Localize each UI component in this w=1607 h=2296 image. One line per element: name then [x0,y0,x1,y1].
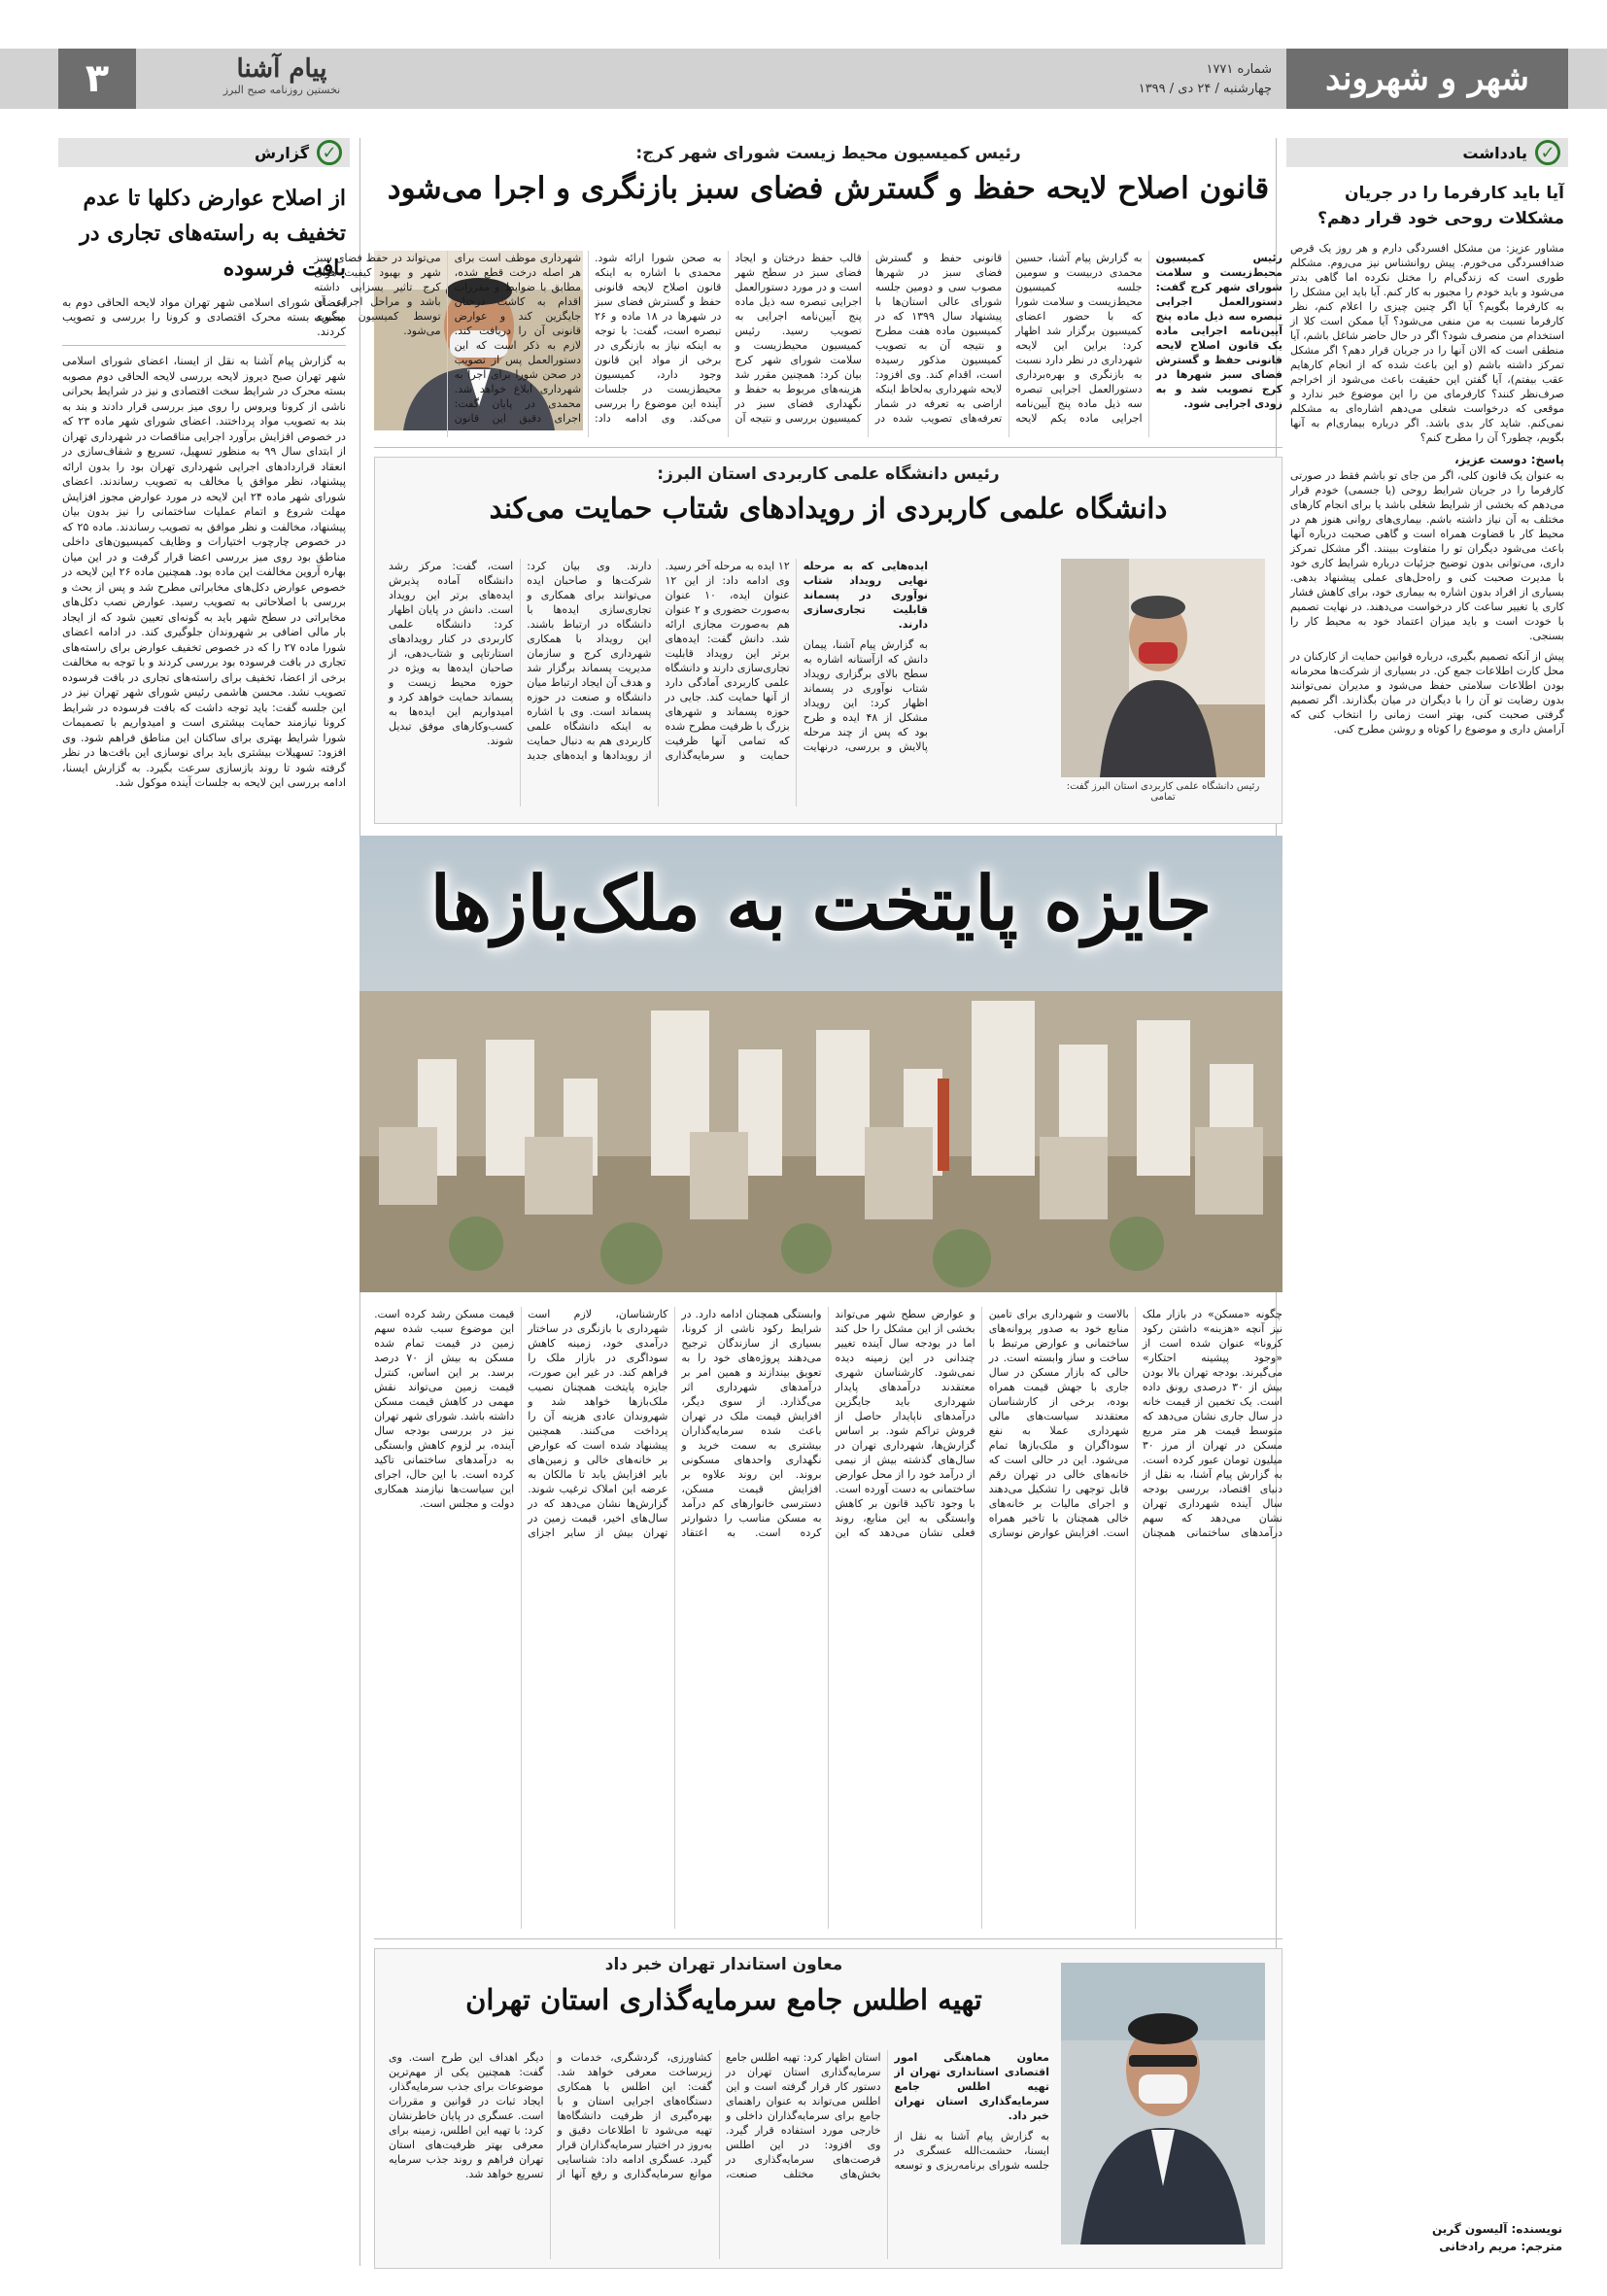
portrait-official-mask-icon [1061,1963,1265,2245]
feature-headline: جایزه پایتخت به ملک‌بازها [429,860,1213,946]
article1-title: قانون اصلاح لایحه حفظ و گسترش فضای سبز بازنگری و اجرا می‌شود [387,171,1270,206]
feature-columns [374,1307,1282,1929]
note-tag-label: یادداشت [1462,143,1527,162]
section-box [1286,49,1568,109]
check-icon: ✓ [1535,140,1560,165]
feature-text [374,1307,1282,1929]
note-body-1: مشاور عزیز: من مشکل افسردگی دارم و هر روز یک قرص ضدافسردگی می‌خورم. پیش روانشناس نیز می‌روم. مشکلم طوری است که زندگی‌ام را مختل نکرده اما گاهی بدتر می‌شود و باید خودم را مجبور به کار کنم. آیا باید این مشکل را به کارفرما بگویم؟ آیا اگر چنین چیزی را اعلام کنم، نظر کارفرما نسبت به من منفی می‌شود؟ آیا ممکن است کلا از استخدام من منصرف شود؟ اگر در حال حاضر شاغل باشم، آیا منطقی است که الان آنها را در جریان قرار دهم؟ اگر مشکل تمرکز داشته باشم (و این باعث شده که از انجام کارهایم عقب بیفتم)، آیا گفتن این حقیقت باعث می‌شود از اخراجم صرف‌نظر کنند؟ کارفرمای من را این موضوع خبر ندارد و موقعی که درخواست شغلی می‌دهم اشاره‌ای به مشکلم نمی‌کنم. شاید کار بدی باشد. اگر درباره بیماری‌ام به آنها بگویم، چطور؟ آن را مطرح کنم؟ [1290,242,1564,444]
portrait-man-mask-icon [1061,559,1265,777]
note-body-2: به عنوان یک قانون کلی، اگر من جای تو باشم فقط در صورتی کارفرما را در جریان شرایط روحی (یا جسمی) خودم قرار می‌دهم که بخشی از شرایط شغلی باشد یا برای انجام کارهای مختلف به آن نیاز داشته باشم. بیماری‌های روانی هنوز هم در محیط کار با قضاوت همراه است و گاهی صحبت درباره آنها باعث می‌شود دیگران تو را متفاوت ببینند. اگر مشکل تمرکز داری، می‌توانی بدون توضیح جزئیات درباره شرایط کاری خود با مدیرت صحبت کنی و راه‌حل‌های عملی پیشنهاد بدهی. بسیاری از افراد بدون اشاره به بیماری خود، برای کاهش فشار کاری یا تغییر ساعت کار درخواست می‌دهند. در نهایت تصمیم با خودت است و باید میزان اعتماد خود به محیط کار را بسنجی. [1290,469,1564,642]
divider-feature [374,1938,1282,1939]
note-author: نویسنده: آلیسون گرین [1431,2222,1562,2236]
article2-title: دانشگاه علمی کاربردی از رویدادهای شتاب حمایت می‌کند [489,492,1168,525]
article1-columns [314,251,1282,437]
article1-body: به گزارش پیام آشنا، حسین محمدی دربیست و سومین جلسه کمیسیون محیط‌زیست و سلامت شورا که با حضور اعضای کمیسیون برگزار شد اظهار کرد: براین این لایحه شهرداری در نظر دارد نسبت به بازنگری و بهره‌برداری دستورالعمل اجرایی تبصره سه ذیل ماده پنج آیین‌نامه اجرایی ماده یکم لایحه قانونی حفظ و گسترش فضای سبز در شهرها مصوب سی و دومین جلسه شورای عالی استان‌ها با پیشنهاد سال ۱۳۹۹ که در کمیسیون ماده هفت مطرح و نتیجه آن به تصویب کمیسیون مذکور رسیده است، اقدام کند. وی افزود: لایحه شهرداری به‌لحاظ اینکه اراضی به تعرفه در شمار تعرفه‌های تصویب شده در قالب حفظ درختان و ایجاد فضای سبز در سطح شهر است و در مورد دستورالعمل اجرایی تبصره سه ذیل ماده پنج آیین‌نامه اجرایی به تصویب رسید. رئیس کمیسیون محیط‌زیست و سلامت شورای شهر کرج بیان کرد: همچنین مقرر شد هزینه‌های مربوط به حفظ و نگهداری فضای سبز در کمیسیون بررسی و نتیجه آن به صحن شورا ارائه شود. محمدی با اشاره به اینکه قانون اصلاح لایحه قانونی حفظ و گسترش فضای سبز در شهرها در ۱۸ ماده و ۲۶ تبصره است، گفت: با توجه به اینکه نیاز به بازنگری در برخی از مواد این قانون وجود دارد، کمیسیون محیط‌زیست در جلسات آینده این موضوع را بررسی می‌کند. وی ادامه داد: شهرداری موظف است برای هر اصله درخت قطع شده، مطابق با ضوابط و مقررات اقدام به کاشت درختان جایگزین کند و عوارض قانونی آن را دریافت کند. لازم به ذکر است که این دستورالعمل پس از تصویب در صحن شورا برای اجرا به شهرداری ابلاغ خواهد شد. محمدی در پایان گفت: اجرای دقیق این قانون می‌تواند در حفظ فضای سبز شهر و بهبود کیفیت هوای کرج تاثیر بسزایی داشته باشد و مراحل اجرایی آن توسط کمیسیون پیگیری می‌شود. [314,252,1143,425]
note-title: آیا باید کارفرما را در جریان مشکلات روحی خود قرار دهم؟ [1317,184,1564,228]
page-number: ۳ [58,49,136,109]
report-column [58,138,350,791]
article1-text [314,251,1282,437]
article2-photo-caption: رئیس دانشگاه علمی کاربردی استان البرز گفت: تمامی [1066,781,1260,803]
article2-lead: ایده‌هایی که به مرحله نهایی رویداد شتاب نوآوری در پسماند قابلیت تجاری‌سازی دارند. [803,560,928,631]
feature-headline-wrap [359,855,1282,952]
note-body-3: پیش از آنکه تصمیم بگیری، درباره قوانین حمایت از کارکنان در محل کارت اطلاعات جمع کن. در بسیاری از شرکت‌ها محرمانه بودن اطلاعات سلامتی حفظ می‌شود و مدیران نمی‌توانند بدون رضایت تو آن را با دیگران در میان بگذارند. اگر تصمیم گرفتی صحبت کنی، بهتر است زمانی را انتخاب کنی که آرامش داری و موضوع را کوتاه و روشن مطرح کنی. [1290,650,1564,736]
article3-kicker: معاون استاندار تهران خبر داد [604,1955,843,1974]
note-translator: مترجم: مریم رادخانی [1439,2240,1562,2253]
article1-lead: رئیس کمیسیون محیط‌زیست و سلامت شورای شهر کرج گفت: دستورالعمل اجرایی تبصره سه ذیل ماده پنج آیین‌نامه اجرایی ماده یک قانون اصلاح لایحه قانونی حفظ و گسترش فضای سبز شهرها در کرج تصویب شد و به زودی اجرایی شود. [1155,252,1282,410]
header-bar [0,49,1607,109]
section-title: شهر و شهروند [1325,59,1529,98]
report-title: از اصلاح عوارض دکلها تا عدم تخفیف به راسته‌های تجاری در بافت فرسوده [80,186,346,281]
feature-body: چگونه «مسکن» در بازار ملک نیز آنچه «هزینه» داشتن رکود کرونا» عنوان شده است از «وجود پیشینه احتکار» می‌گیرند. بودجه تهران بالا بودن بیش از ۳۰ درصدی رونق داده است. یک تخمین از قیمت خانه در سال جاری نشان می‌دهد که متوسط قیمت هر متر مربع مسکن در تهران از مرز ۳۰ میلیون تومان عبور کرده است. به گزارش پیام آشنا، به نقل از دنیای اقتصاد، بررسی بودجه سال آینده شهرداری تهران نشان می‌دهد که سهم درآمدهای ساختمانی همچنان بالاست و شهرداری برای تامین منابع خود به صدور پروانه‌های ساختمانی و عوارض مرتبط با ساخت و ساز وابسته است. در حالی که بازار مسکن در سال جاری با جهش قیمت همراه بوده، برخی از کارشناسان معتقدند سیاست‌های مالی شهرداری عملا به نفع سوداگران و ملک‌بازها تمام می‌شود. این در حالی است که خانه‌های خالی در تهران رقم قابل توجهی را تشکیل می‌دهند و اجرای مالیات بر خانه‌های خالی همچنان با تاخیر همراه است. افزایش عوارض نوسازی و عوارض سطح شهر می‌تواند بخشی از این مشکل را حل کند اما در بودجه سال آینده تغییر چندانی در این زمینه دیده نمی‌شود. کارشناسان شهری معتقدند درآمدهای پایدار شهرداری باید جایگزین درآمدهای ناپایدار حاصل از فروش تراکم شود. بر اساس گزارش‌ها، شهرداری تهران در سال‌های گذشته بیش از نیمی از درآمد خود را از محل عوارض ساختمانی به دست آورده است. با وجود تاکید قانون بر کاهش وابستگی به این منابع، روند فعلی نشان می‌دهد که این وابستگی همچنان ادامه دارد. در شرایط رکود ناشی از کرونا، بسیاری از سازندگان ترجیح می‌دهند پروژه‌های خود را به تعویق بیندازند و همین امر بر درآمدهای شهرداری اثر می‌گذارد. از سوی دیگر، افزایش قیمت ملک در تهران باعث شده سرمایه‌گذاران بیشتری به سمت خرید و نگهداری واحدهای مسکونی بروند. این روند علاوه بر افزایش قیمت مسکن، دسترسی خانوارهای کم درآمد به مسکن مناسب را دشوارتر کرده است. به اعتقاد کارشناسان، لازم است شهرداری با بازنگری در ساختار درآمدی خود، زمینه کاهش سوداگری در بازار ملک را فراهم کند. در غیر این صورت، جایزه پایتخت همچنان نصیب ملک‌بازها خواهد شد و شهروندان عادی هزینه آن را پرداخت می‌کنند. همچنین پیشنهاد شده است که عوارض بر خانه‌های خالی و زمین‌های بایر افزایش یابد تا مالکان به عرضه این املاک ترغیب شوند. گزارش‌ها نشان می‌دهد که در سال‌های اخیر، قیمت زمین در تهران بیش از سایر اجزای قیمت مسکن رشد کرده است. این موضوع سبب شده سهم زمین در قیمت تمام شده مسکن به بیش از ۷۰ درصد برسد. بر این اساس، کنترل قیمت زمین می‌تواند نقش مهمی در کاهش قیمت مسکن داشته باشد. شورای شهر تهران نیز در بررسی بودجه سال آینده، بر لزوم کاهش وابستگی به درآمدهای ساختمانی تاکید کرده است. با این حال، اجرای این سیاست‌ها نیازمند همکاری دولت و مجلس است. [374,1308,1282,1539]
note-column [1286,138,1568,737]
divider-a1 [374,447,1282,448]
article2-kicker: رئیس دانشگاه علمی کاربردی استان البرز: [657,464,1000,484]
report-tag-label: گزارش [254,143,309,162]
check-icon: ✓ [317,140,342,165]
issue-date: چهارشنبه / ۲۴ دی / ۱۳۹۹ [1138,82,1272,96]
note-tag [1286,138,1568,167]
report-lead: اعضای شورای اسلامی شهر تهران مواد لایحه الحاقی دوم به مصوبه بسته محرک اقتصادی و کرونا را بررسی و تصویب کردند. [62,295,346,346]
logo-subtitle: نخستین روزنامه صبح البرز [222,84,341,96]
article3-lead: معاون هماهنگی امور اقتصادی استانداری تهران از تهیه اطلس جامع سرمایه‌گذاری استان تهران خبر داد. [894,2051,1049,2122]
article-karaj-greenspace [374,144,1282,210]
article1-kicker: رئیس کمیسیون محیط زیست شورای شهر کرج: [635,144,1021,163]
report-tag [58,138,350,167]
article3-title: تهیه اطلس جامع سرمایه‌گذاری استان تهران [465,1983,982,2016]
article2-text [389,559,928,806]
article2-columns [389,559,928,806]
article3-photo [1061,1963,1265,2245]
article2-heading [384,464,1273,529]
report-body: به گزارش پیام آشنا به نقل از ایسنا، اعضای شورای اسلامی شهر تهران صبح دیروز لایحه بررسی لایحه الحاقی دوم مصوبه بسته محرک در شرایط سخت اقتصادی و نیز در شرایط بحرانی ناشی از کرونا ویروس را روی میز بررسی قرار دادند و بند به بند به تصویب مواد پرداختند. اعضای شورای شهر ماده ۲۳ که در خصوص افزایش برآورد اجرایی مناقصات در شهرداری تهران از ابتدای سال ۹۹ به منظور تسهیل، تسریع و شفاف‌سازی در انعقاد قراردادهای اجرایی شهرداری تهران بود را بدون ارائه پیشنهاد، نظر موافق یا مخالف به تصویب رساندند. اعضای شورای شهر ماده ۲۴ این لایحه در مورد عوارض مجوز افزایش مهلت شروع و اتمام عملیات ساختمانی را نیز بدون بیان پیشنهاد، مخالفت و نظر موافق به تصویب رساندند. ماده ۲۵ که در خصوص چارچوب اختیارات و وظایف کمیسیون‌های داخلی مناطق بود روی میز بررسی اعضا قرار گرفت و در این میان بهاره آروین مخالفت این ماده بود. همچنین ماده ۲۶ این لایحه در خصوص عوارض دکل‌های مخابراتی مطرح شد و پس از بحث و بررسی با اصلاحاتی به تصویب رسید. عوارض نصب دکل‌های مخابراتی در سطح شهر باید به گونه‌ای تعیین شود که از ایجاد بار مالی اضافی بر شهروندان جلوگیری کند. در ادامه اعضای شورا ماده ۲۷ را که در خصوص تخفیف عوارض برای راسته‌های تجاری در بافت فرسوده بود بررسی کردند و با توجه به مخالفت برخی از اعضا، تخفیف برای راسته‌های تجاری در بافت فرسوده تصویب نشد. محسن هاشمی رئیس شورای شهر تهران نیز در این جلسه گفت: باید توجه داشت که بافت فرسوده در شرایط کرونا نیازمند حمایت بیشتری است و امیدواریم با تصمیمات شورا شرایط بهتری برای ساکنان این مناطق فراهم شود. وی افزود: تسهیلات بیشتری باید برای نوسازی این بافت‌ها در نظر گرفته شود تا روند بازسازی سرعت بگیرد. به گزارش ایسنا، ادامه بررسی این لایحه به جلسات آینده موکول شد. [62,355,347,789]
logo [155,54,408,105]
logo-text: پیام آشنا [236,54,327,84]
article2-photo [1061,559,1265,777]
note-answer-heading: پاسخ: دوست عزیز، [1454,453,1564,466]
article3-body: به گزارش پیام آشنا به نقل از ایسنا، حشمت‌الله عسگری در جلسه شورای برنامه‌ریزی و توسعه استان اظهار کرد: تهیه اطلس جامع سرمایه‌گذاری استان تهران در دستور کار قرار گرفته است و این اطلس می‌تواند به عنوان راهنمای جامع برای سرمایه‌گذاران داخلی و خارجی مورد استفاده قرار گیرد. وی افزود: در این اطلس فرصت‌های سرمایه‌گذاری در بخش‌های مختلف صنعت، کشاورزی، گردشگری، خدمات و زیرساخت معرفی خواهد شد. گفت: این اطلس با همکاری دستگاه‌های اجرایی استان و با بهره‌گیری از ظرفیت دانشگاه‌ها تهیه می‌شود تا اطلاعات دقیق و به‌روز در اختیار سرمایه‌گذاران قرار گیرد. عسگری ادامه داد: شناسایی موانع سرمایه‌گذاری و رفع آنها از دیگر اهداف این طرح است. وی گفت: همچنین یکی از مهم‌ترین موضوعات برای جذب سرمایه‌گذار، ایجاد ثبات در قوانین و مقررات است. عسگری در پایان خاطرنشان کرد: با تهیه این اطلس، زمینه برای معرفی بهتر ظرفیت‌های استان تهران فراهم و روند جذب سرمایه تسریع خواهد شد. [389,2051,1049,2180]
article3-columns [389,2050,1049,2259]
issue-info [1139,60,1272,99]
issue-number: شماره ۱۷۷۱ [1206,62,1272,77]
article2-body: به گزارش پیام آشنا، پیمان دانش که ازآستانه اشاره به سطح بالای برگزاری رویداد شتاب نوآوری در پسماند اظهار کرد: این رویداد مشکل از ۴۸ ایده و طرح بود که پس از چند مرحله پالایش و بررسی، درنهایت ۱۲ ایده به مرحله آخر رسید. وی ادامه داد: از این ۱۲ عنوان ایده، ۱۰ عنوان به‌صورت حضوری و ۲ عنوان هم به‌صورت مجازی ارائه شد. دانش گفت: ایده‌های برتر این رویداد قابلیت تجاری‌سازی دارند و دانشگاه علمی کاربردی آمادگی دارد از آنها حمایت کند. جایی در حوزه پسماند و شهرهای بزرگ با ظرفیت مطرح شده که تمامی آنها ظرفیت حمایت و سرمایه‌گذاری دارند. وی بیان کرد: شرکت‌ها و صاحبان ایده می‌توانند برای همکاری و تجاری‌سازی ایده‌ها با دانشگاه در ارتباط باشند. این رویداد با همکاری شهرداری کرج و سازمان مدیریت پسماند برگزار شد و هدف آن ایجاد ارتباط میان دانشگاه و صنعت در حوزه پسماند است. وی با اشاره به اینکه دانشگاه علمی کاربردی هم به دنبال حمایت از رویدادها و ایده‌های جدید است، گفت: مرکز رشد دانشگاه آماده پذیرش ایده‌های برتر این رویداد است. دانش در پایان اظهار کرد: دانشگاه علمی کاربردی در کنار رویدادهای استارتاپی و شتاب‌دهی، از صاحبان ایده‌ها به ویژه در حوزه محیط زیست و پسماند حمایت خواهد کرد و امیدواریم این ایده‌ها به کسب‌وکارهای موفق تبدیل شوند. [389,560,928,762]
note-credits [1286,2220,1568,2255]
article3-heading [384,1955,1064,2021]
article3-text [389,2050,1049,2259]
